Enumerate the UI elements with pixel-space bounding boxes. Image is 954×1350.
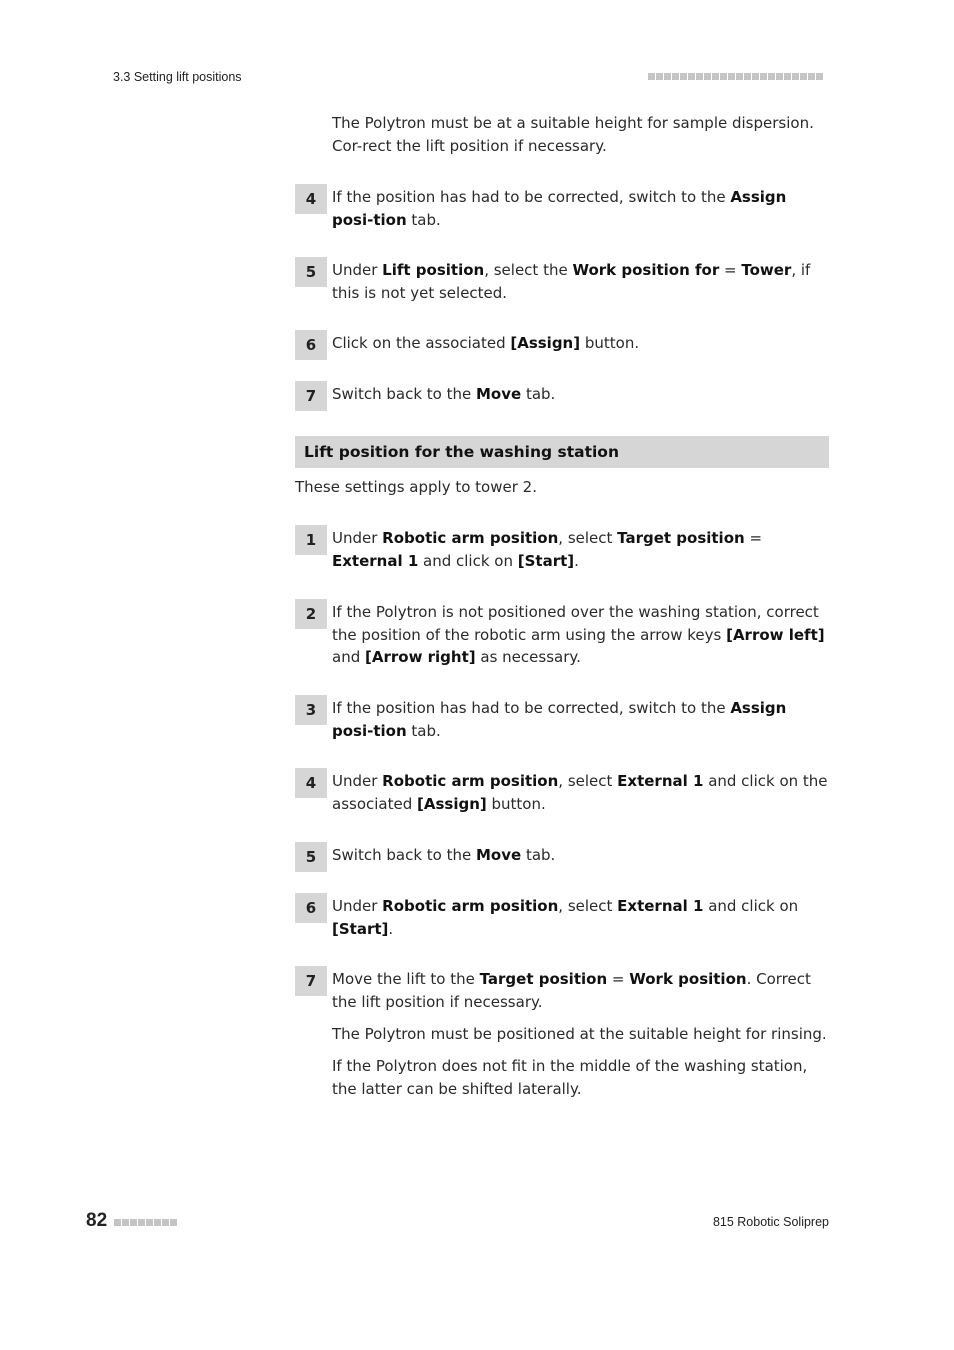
step-number: 7 — [295, 966, 327, 996]
footer-decoration — [114, 1219, 177, 1226]
section-header — [295, 436, 829, 468]
step-text: Under Lift position, select the Work position for = Tower, if this is not yet selected. — [332, 261, 811, 302]
step-number: 2 — [295, 599, 327, 629]
step-number: 5 — [295, 842, 327, 872]
step-bottom-6 — [295, 895, 829, 940]
step-top-5 — [295, 259, 829, 304]
step-text: Click on the associated [Assign] button. — [332, 334, 640, 352]
intro-paragraph: The Polytron must be at a suitable height for sample dispersion. Cor-rect the lift position if necessary. — [332, 114, 814, 155]
step-bottom-1 — [295, 527, 829, 572]
step-top-6 — [295, 332, 829, 355]
step-number: 3 — [295, 695, 327, 725]
step-number: 4 — [295, 184, 327, 214]
step-number: 1 — [295, 525, 327, 555]
step-number: 6 — [295, 893, 327, 923]
step-text: Under Robotic arm position, select External 1 and click on the associated [Assign] button. — [332, 772, 828, 813]
step-text: Move the lift to the Target position = Work position. Correct the lift position if necessary. — [332, 970, 811, 1011]
step-bottom-7 — [295, 968, 829, 1013]
step-bottom-2 — [295, 601, 829, 669]
step-text: If the Polytron is not positioned over the washing station, correct the position of the robotic arm using the arrow keys [Arrow left] and [Arrow right] as necessary. — [332, 603, 825, 667]
page-number: 82 — [86, 1210, 108, 1231]
step-number: 5 — [295, 257, 327, 287]
closing-paragraph: The Polytron must be positioned at the suitable height for rinsing. — [332, 1025, 827, 1043]
step-top-4 — [295, 186, 829, 231]
step-bottom-3 — [295, 697, 829, 742]
step-bottom-4 — [295, 770, 829, 815]
section-intro: These settings apply to tower 2. — [295, 478, 537, 496]
step-text: Switch back to the Move tab. — [332, 385, 556, 403]
section-title: Lift position for the washing station — [304, 443, 619, 461]
step-text: If the position has had to be corrected, switch to the Assign posi-tion tab. — [332, 699, 787, 740]
header-decoration — [648, 73, 823, 80]
step-text: Switch back to the Move tab. — [332, 846, 556, 864]
header-section-title: 3.3 Setting lift positions — [113, 70, 242, 84]
footer-product-name: 815 Robotic Soliprep — [712, 1215, 829, 1229]
step-bottom-5 — [295, 844, 829, 867]
step-number: 7 — [295, 381, 327, 411]
step-text: Under Robotic arm position, select Target position = External 1 and click on [Start]. — [332, 529, 763, 570]
step-number: 4 — [295, 768, 327, 798]
step-text: Under Robotic arm position, select External 1 and click on [Start]. — [332, 897, 799, 938]
step-number: 6 — [295, 330, 327, 360]
step-text: If the position has had to be corrected, switch to the Assign posi-tion tab. — [332, 188, 787, 229]
step-top-7 — [295, 383, 829, 406]
closing-paragraph: If the Polytron does not fit in the middle of the washing station, the latter can be shifted laterally. — [332, 1057, 808, 1098]
